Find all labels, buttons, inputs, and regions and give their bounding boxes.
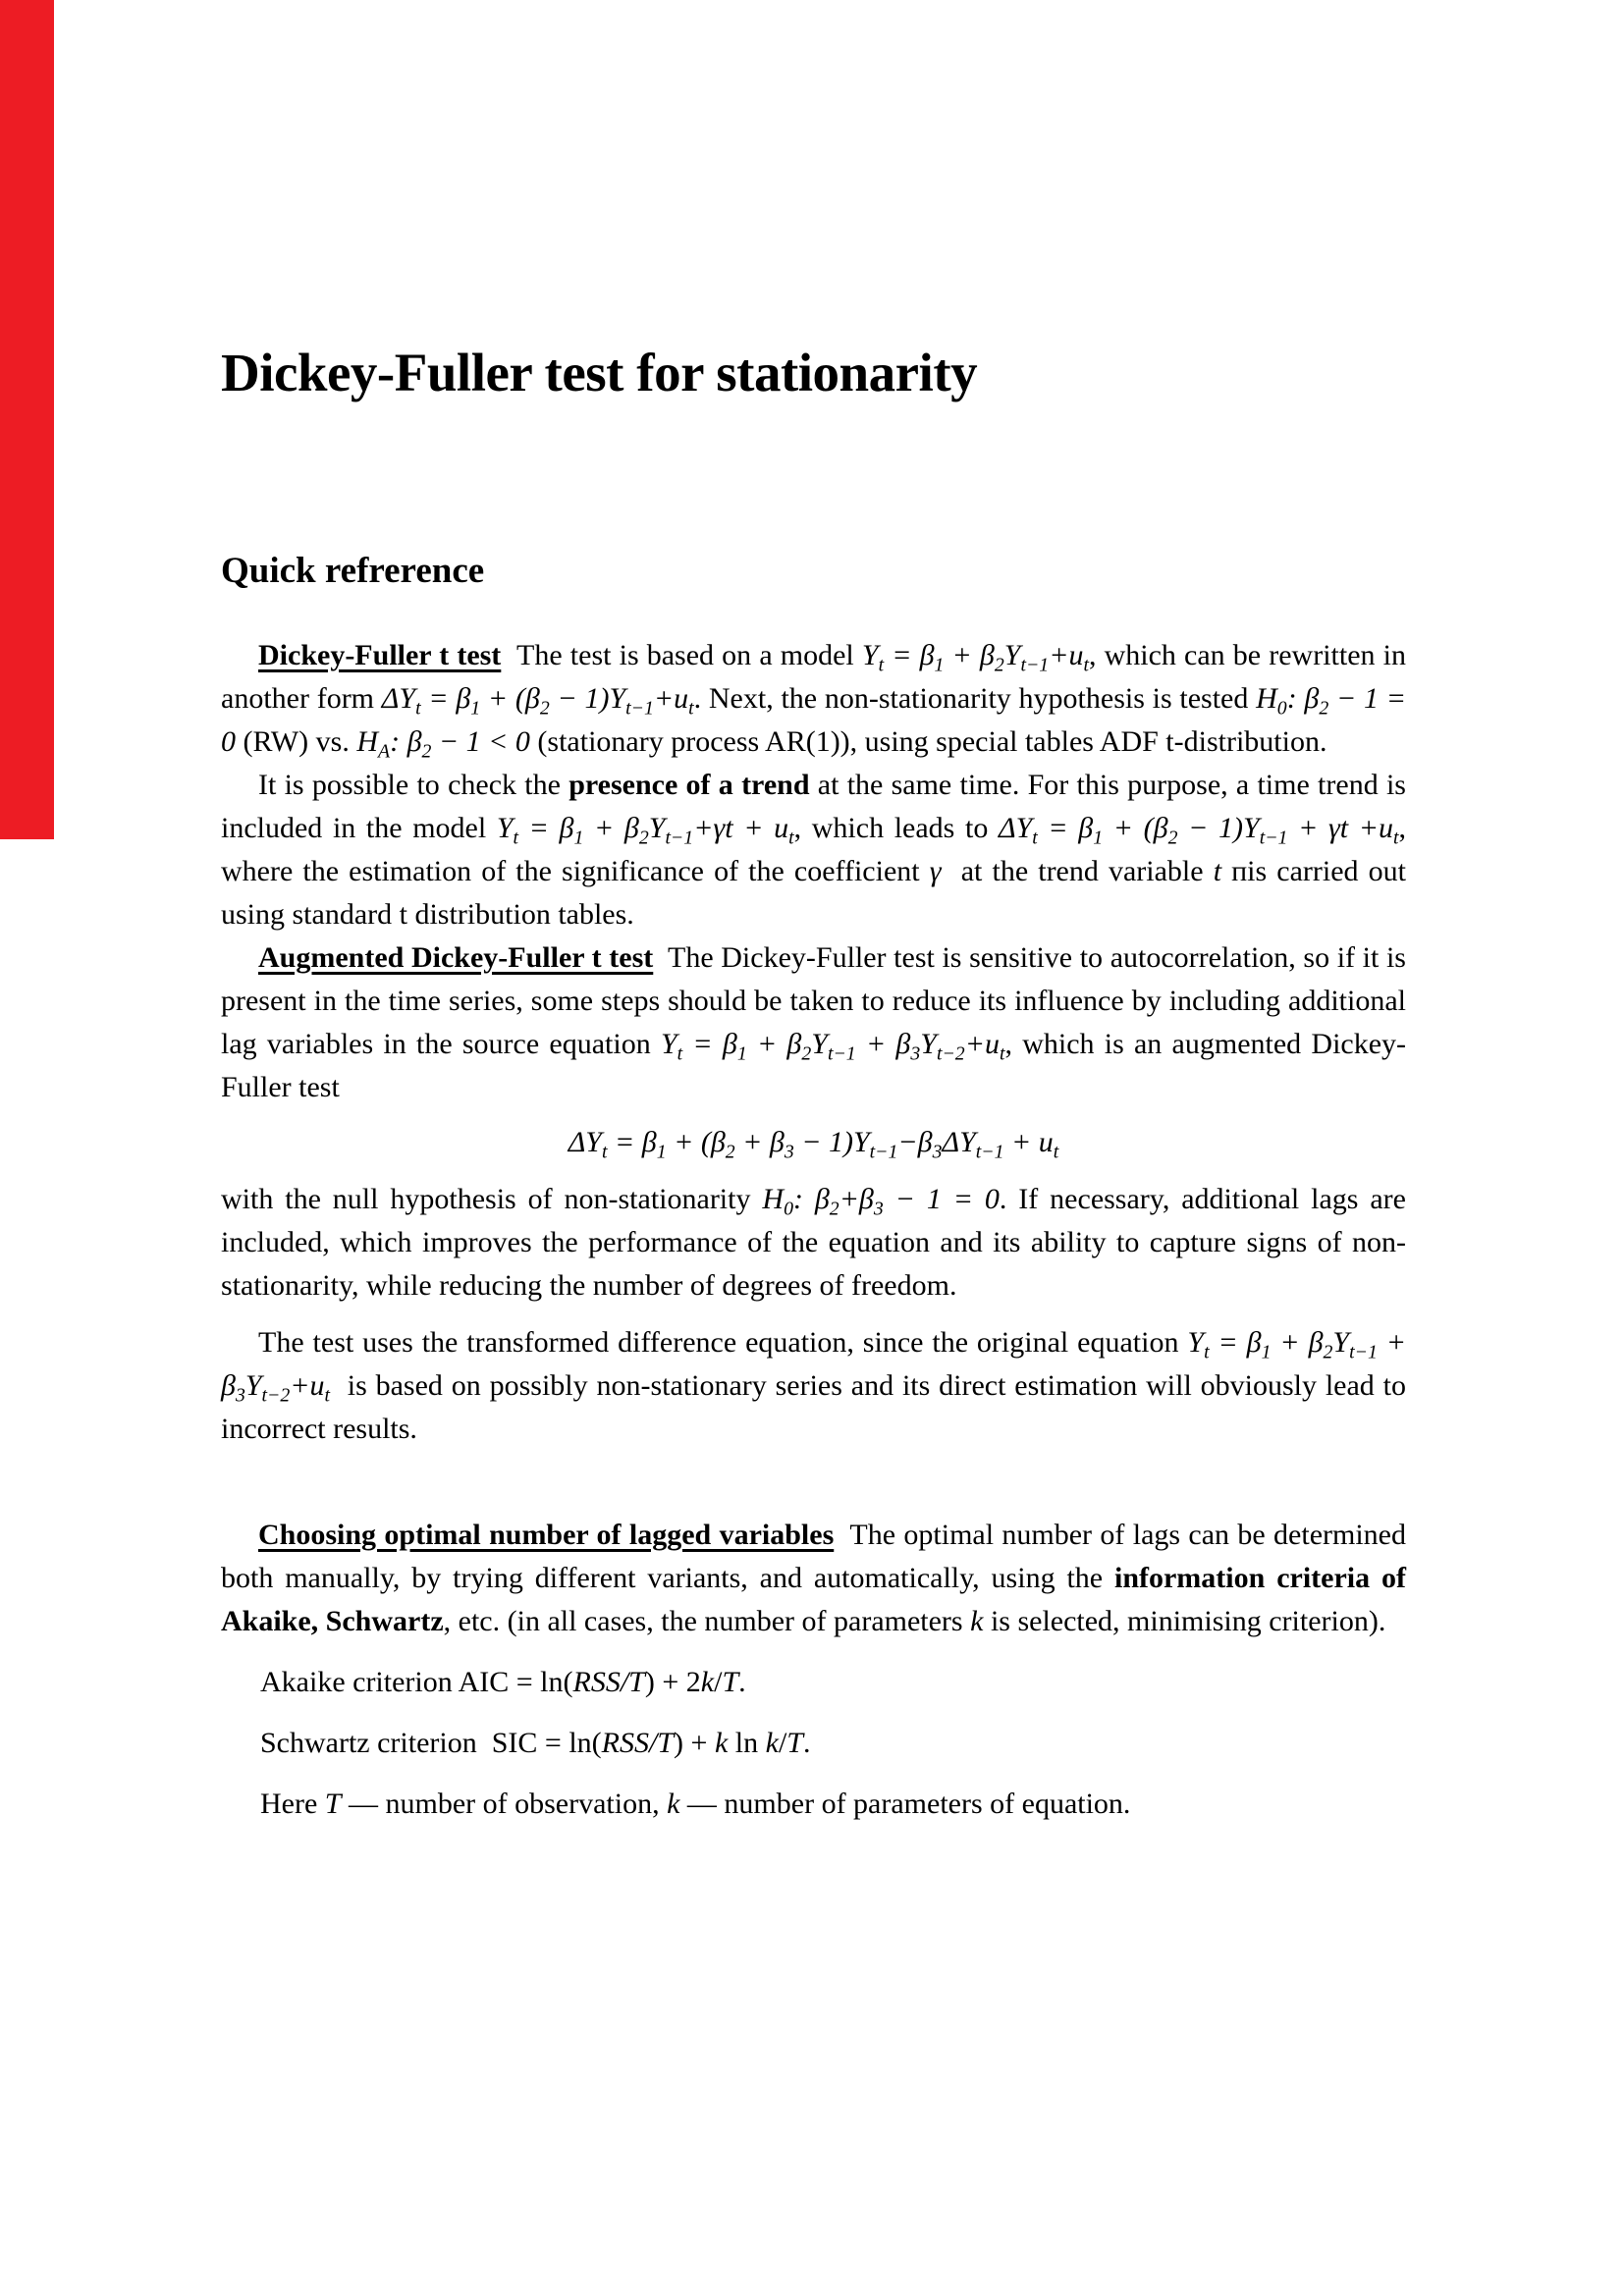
definitions-line bbox=[260, 1783, 1406, 1826]
text-run: t bbox=[1393, 827, 1399, 849]
text-run: t−1 bbox=[869, 1141, 898, 1163]
text-run: t bbox=[415, 697, 421, 720]
text-run: 2 bbox=[725, 1141, 735, 1163]
text-run: 2 bbox=[829, 1198, 839, 1220]
text-run: H bbox=[762, 1182, 785, 1215]
text-run: (stationary process AR(1)), using special tables ADF t-distribution. bbox=[529, 724, 1327, 758]
text-run: t bbox=[1204, 1341, 1210, 1363]
text-run: + u bbox=[1003, 1125, 1054, 1158]
text-run: : β bbox=[390, 724, 422, 758]
text-run: t bbox=[788, 827, 794, 849]
schwartz-criterion-line bbox=[260, 1722, 1406, 1765]
text-run: , where the estimation of the significance of the coefficient bbox=[221, 811, 1407, 887]
text-run: = β bbox=[518, 811, 574, 844]
text-run: information criteria of Akaike, Schwartz bbox=[221, 1561, 1406, 1637]
text-run: ΔY bbox=[381, 681, 416, 715]
text-run: Schwartz criterion SIC = ln( bbox=[260, 1726, 602, 1759]
text-run: t−1 bbox=[1259, 827, 1288, 849]
text-run: The test uses the transformed difference equation, since the original equation bbox=[258, 1325, 1188, 1359]
text-run: ΔY bbox=[998, 811, 1033, 844]
text-run: t bbox=[999, 1042, 1005, 1065]
text-run: t−2 bbox=[261, 1384, 291, 1407]
text-run: 2 bbox=[1319, 697, 1329, 720]
text-run: 3 bbox=[235, 1384, 245, 1407]
text-run: пis carried out using standard t distribution tables. bbox=[221, 854, 1406, 931]
text-run: t bbox=[324, 1384, 331, 1407]
text-run: RSS/T bbox=[601, 1726, 675, 1759]
text-run: + β bbox=[734, 1125, 785, 1158]
text-run: − 1 = 0 bbox=[883, 1182, 1000, 1215]
text-run: / bbox=[778, 1726, 787, 1759]
text-run: ΔY bbox=[568, 1125, 602, 1158]
text-run: T bbox=[324, 1787, 342, 1820]
paragraph-transformed-difference bbox=[221, 1321, 1406, 1451]
paragraph-dickey-fuller-t-test bbox=[221, 634, 1406, 764]
paragraph-augmented-dickey-fuller bbox=[221, 936, 1406, 1109]
text-run: ΔY bbox=[942, 1125, 976, 1158]
text-run: 1 bbox=[1093, 827, 1104, 849]
section-heading: Quick refrerence bbox=[221, 551, 485, 592]
text-run: = β bbox=[1037, 811, 1094, 844]
text-run: + β bbox=[855, 1027, 911, 1060]
text-run: Y bbox=[496, 811, 514, 844]
text-run: ln bbox=[728, 1726, 766, 1759]
text-run: . If necessary, additional lags are included, which improves the performance of the equation and its ability to capture signs of non-stationarity, while reducing the number of degrees of freedom. bbox=[221, 1182, 1406, 1302]
text-run: + (β bbox=[1103, 811, 1168, 844]
paragraph-presence-of-trend bbox=[221, 764, 1406, 936]
text-run: , which is an augmented Dickey-Fuller test bbox=[221, 1027, 1407, 1103]
text-run: , etc. (in all cases, the number of parameters bbox=[443, 1604, 971, 1637]
text-run: + γt +u bbox=[1287, 811, 1394, 844]
text-run: It is possible to check the bbox=[258, 768, 569, 801]
text-run: − 1 = 0 bbox=[221, 681, 1406, 758]
text-run: = β bbox=[682, 1027, 737, 1060]
text-run: t−2 bbox=[936, 1042, 965, 1065]
text-run: 1 bbox=[736, 1042, 747, 1065]
text-run: t bbox=[513, 827, 519, 849]
text-run: t bbox=[1053, 1141, 1059, 1163]
text-run: Here bbox=[260, 1787, 325, 1820]
text-run: +u bbox=[290, 1368, 325, 1402]
text-run: Y bbox=[861, 638, 879, 671]
text-run: is based on possibly non-stationary series and its direct estimation will obviously lead to incorrect results. bbox=[221, 1368, 1406, 1445]
text-run: 2 bbox=[801, 1042, 812, 1065]
text-run: + β bbox=[944, 638, 995, 671]
text-run: 1 bbox=[573, 827, 584, 849]
text-run: Y bbox=[648, 811, 666, 844]
text-run: 2 bbox=[539, 697, 550, 720]
text-run: at the same time. For this purpose, a time trend is included in the model bbox=[221, 768, 1406, 844]
text-run: t bbox=[602, 1141, 608, 1163]
text-run: 1 bbox=[656, 1141, 667, 1163]
text-run: Choosing optimal number of lagged variables bbox=[258, 1518, 835, 1551]
text-run: 2 bbox=[1323, 1341, 1333, 1363]
text-run: t bbox=[1213, 854, 1222, 887]
text-run: (RW) vs. bbox=[236, 724, 357, 758]
text-run: + β bbox=[583, 811, 639, 844]
text-run: ) + bbox=[674, 1726, 715, 1759]
text-run: . Next, the non-stationarity hypothesis is tested bbox=[693, 681, 1257, 715]
paragraph-choosing-lagged-variables bbox=[221, 1514, 1406, 1643]
text-run: Dickey-Fuller t test bbox=[258, 638, 502, 671]
text-run: Akaike criterion AIC = ln( bbox=[260, 1665, 573, 1698]
red-margin-bar bbox=[0, 0, 54, 839]
text-run: + (β bbox=[480, 681, 540, 715]
text-run: − 1)Y bbox=[549, 681, 626, 715]
text-run: The optimal number of lags can be determined both manually, by trying different variants, and automatically, using the bbox=[221, 1518, 1406, 1594]
text-run: k bbox=[700, 1665, 715, 1698]
paragraph-null-hypothesis bbox=[221, 1178, 1406, 1308]
text-run: H bbox=[356, 724, 378, 758]
text-run: t bbox=[688, 697, 694, 720]
text-run: = β bbox=[607, 1125, 657, 1158]
text-run: H bbox=[1256, 681, 1277, 715]
text-run: t bbox=[1032, 827, 1038, 849]
text-run: 2 bbox=[638, 827, 649, 849]
text-run: : β bbox=[1286, 681, 1320, 715]
text-run: 3 bbox=[784, 1141, 794, 1163]
text-run: k bbox=[765, 1726, 779, 1759]
text-run: t−1 bbox=[975, 1141, 1004, 1163]
text-run: t−1 bbox=[827, 1042, 856, 1065]
text-run: t−1 bbox=[625, 697, 654, 720]
text-run: 3 bbox=[910, 1042, 921, 1065]
text-run: − 1)Y bbox=[793, 1125, 870, 1158]
text-run: Y bbox=[811, 1027, 828, 1060]
text-run: t bbox=[1083, 654, 1089, 676]
text-run: with the null hypothesis of non-stationarity bbox=[221, 1182, 763, 1215]
text-run: at the trend variable bbox=[941, 854, 1214, 887]
text-run: +u bbox=[653, 681, 689, 715]
text-run: + β bbox=[746, 1027, 802, 1060]
text-run: — number of observation, bbox=[341, 1787, 668, 1820]
text-run: −β bbox=[897, 1125, 933, 1158]
text-run: Y bbox=[244, 1368, 262, 1402]
text-run: +β bbox=[839, 1182, 874, 1215]
text-run: 3 bbox=[932, 1141, 943, 1163]
text-run: k bbox=[714, 1726, 729, 1759]
text-run: 3 bbox=[873, 1198, 884, 1220]
text-run: = β bbox=[420, 681, 471, 715]
text-run: γ bbox=[929, 854, 942, 887]
text-run: , which can be rewritten in another form bbox=[221, 638, 1406, 715]
text-run: . bbox=[802, 1726, 811, 1759]
text-run: 1 bbox=[1261, 1341, 1272, 1363]
text-run: , which leads to bbox=[793, 811, 999, 844]
text-run: 0 bbox=[1276, 697, 1287, 720]
text-run: : β bbox=[792, 1182, 830, 1215]
text-run: k bbox=[667, 1787, 680, 1820]
text-run: is selected, minimising criterion). bbox=[983, 1604, 1386, 1637]
text-run: The Dickey-Fuller test is sensitive to autocorrelation, so if it is present in the time series, some steps should be taken to reduce its influence by including additional lag variables in the source equation bbox=[221, 940, 1406, 1060]
text-run: presence of a trend bbox=[568, 768, 810, 801]
text-run: ) + 2 bbox=[644, 1665, 701, 1698]
text-run: − 1)Y bbox=[1177, 811, 1260, 844]
text-run: 0 bbox=[784, 1198, 793, 1220]
text-run: k bbox=[970, 1604, 984, 1637]
text-run: Y bbox=[660, 1027, 677, 1060]
text-run: t bbox=[677, 1042, 683, 1065]
text-run: / bbox=[714, 1665, 723, 1698]
text-run: A bbox=[378, 740, 391, 763]
text-run: 1 bbox=[470, 697, 481, 720]
text-run: t bbox=[878, 654, 885, 676]
text-run: + (β bbox=[666, 1125, 726, 1158]
display-equation bbox=[221, 1121, 1406, 1164]
text-run: T bbox=[786, 1726, 803, 1759]
text-run: Y bbox=[1003, 638, 1021, 671]
text-run: 2 bbox=[994, 654, 1004, 676]
text-run: = β bbox=[884, 638, 935, 671]
text-run: Augmented Dickey-Fuller t test bbox=[258, 940, 654, 974]
text-run: . bbox=[738, 1665, 746, 1698]
akaike-criterion-line bbox=[260, 1661, 1406, 1704]
text-run: Y bbox=[920, 1027, 937, 1060]
text-run: − 1 < 0 bbox=[431, 724, 530, 758]
text-run: 2 bbox=[421, 740, 432, 763]
text-run: The test is based on a model bbox=[501, 638, 862, 671]
text-run: Y bbox=[1332, 1325, 1350, 1359]
text-run: + β bbox=[1271, 1325, 1324, 1359]
text-run: RSS/T bbox=[572, 1665, 645, 1698]
text-run: t−1 bbox=[665, 827, 694, 849]
text-run: 1 bbox=[934, 654, 945, 676]
text-run: +u bbox=[1049, 638, 1084, 671]
text-run: + β bbox=[221, 1325, 1407, 1402]
page-title: Dickey-Fuller test for stationarity bbox=[221, 343, 978, 402]
text-run: — number of parameters of equation. bbox=[679, 1787, 1131, 1820]
text-run: Y bbox=[1187, 1325, 1205, 1359]
text-run: +γt + u bbox=[693, 811, 789, 844]
text-run: = β bbox=[1209, 1325, 1262, 1359]
text-run: t−1 bbox=[1349, 1341, 1378, 1363]
text-run: T bbox=[722, 1665, 739, 1698]
text-run: t−1 bbox=[1020, 654, 1050, 676]
document-content bbox=[221, 0, 1406, 1826]
text-run: +u bbox=[964, 1027, 1000, 1060]
text-run: 2 bbox=[1167, 827, 1178, 849]
